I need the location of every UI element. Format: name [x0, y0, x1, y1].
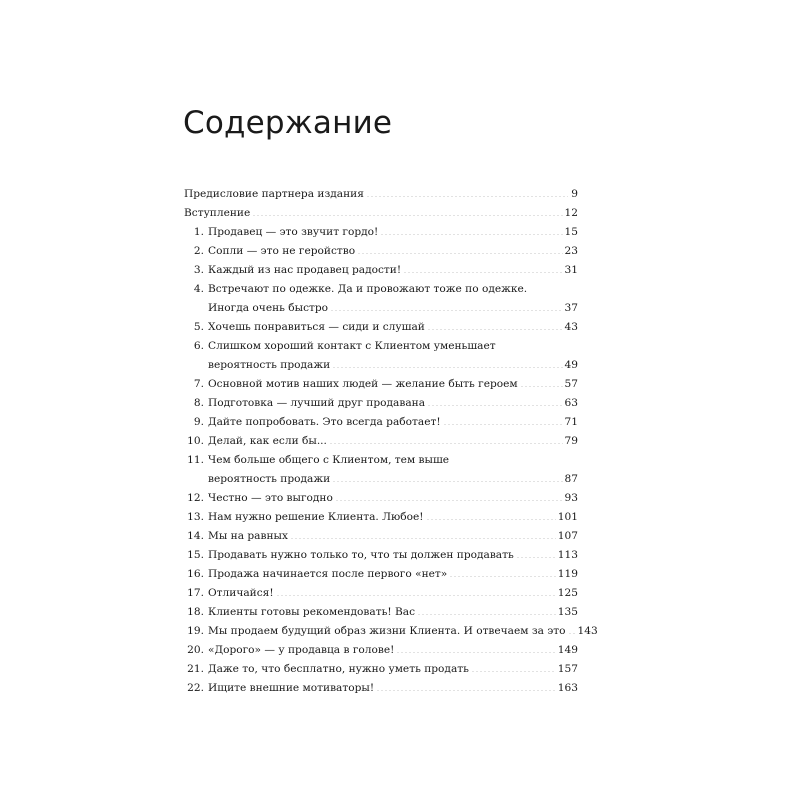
- page-number: 143: [577, 625, 598, 637]
- toc-entry-title: Основной мотив наших людей — желание быть героем: [208, 378, 518, 390]
- dot-leader: [568, 624, 576, 634]
- chapter-number: 12.: [187, 492, 204, 504]
- chapter-number: 21.: [187, 663, 204, 675]
- chapter-number: 17.: [187, 587, 204, 599]
- toc-entry-title: Чем больше общего с Клиентом, тем выше: [208, 454, 450, 466]
- page-number: 31: [564, 264, 578, 276]
- dot-leader: [471, 662, 556, 672]
- page-number: 157: [557, 663, 578, 675]
- toc-entry-title: Делай, как если бы...: [208, 435, 327, 447]
- toc-entry: [184, 261, 578, 280]
- page-number: 57: [564, 378, 578, 390]
- toc-entry: [184, 280, 578, 318]
- toc-entry-title: Мы продаем будущий образ жизни Клиента. И отвечаем за это: [208, 625, 566, 637]
- dot-leader: [335, 491, 563, 501]
- dot-leader: [290, 529, 556, 539]
- toc-entry-title: Хочешь понравиться — сиди и слушай: [208, 321, 425, 333]
- toc-entry-title: Отличайся!: [208, 587, 274, 599]
- toc-entry-title: вероятность продажи: [208, 359, 331, 371]
- toc-entry: [184, 679, 578, 698]
- toc-entry-title: вероятность продажи: [208, 473, 331, 485]
- dot-leader: [276, 586, 556, 596]
- chapter-number: 13.: [187, 511, 204, 523]
- chapter-number: 20.: [187, 644, 204, 656]
- chapter-number: 18.: [187, 606, 204, 618]
- page-number: 37: [564, 302, 578, 314]
- page-number: 135: [557, 606, 578, 618]
- toc-entry: [184, 565, 578, 584]
- dot-leader: [332, 358, 562, 368]
- toc-entry: [184, 185, 578, 204]
- chapter-number: 3.: [193, 264, 204, 276]
- dot-leader: [252, 206, 562, 216]
- dot-leader: [380, 225, 562, 235]
- toc-entry-title: Продавать нужно только то, что ты должен продавать: [208, 549, 514, 561]
- toc-entry: [184, 204, 578, 223]
- chapter-number: 2.: [193, 245, 204, 257]
- dot-leader: [443, 415, 563, 425]
- page-number: 63: [564, 397, 578, 409]
- toc-entry: [184, 660, 578, 679]
- chapter-number: 10.: [187, 435, 204, 447]
- page-title: Содержание: [183, 105, 393, 141]
- chapter-number: 22.: [187, 682, 204, 694]
- dot-leader: [376, 681, 556, 691]
- chapter-number: 9.: [193, 416, 204, 428]
- chapter-number: 6.: [193, 340, 204, 352]
- toc-entry-title: Подготовка — лучший друг продавана: [208, 397, 426, 409]
- chapter-number: 1.: [193, 226, 204, 238]
- chapter-number: 8.: [193, 397, 204, 409]
- dot-leader: [427, 320, 563, 330]
- toc-entry: [184, 603, 578, 622]
- toc-entry: [184, 508, 578, 527]
- toc-entry: [184, 527, 578, 546]
- page-number: 15: [564, 226, 578, 238]
- toc-entry-title: Продажа начинается после первого «нет»: [208, 568, 448, 580]
- page-number: 87: [564, 473, 578, 485]
- toc-entry-title: Иногда очень быстро: [208, 302, 329, 314]
- chapter-number: 7.: [193, 378, 204, 390]
- dot-leader: [516, 548, 556, 558]
- page-number: 101: [557, 511, 578, 523]
- page-number: 23: [564, 245, 578, 257]
- toc-entry-title: Мы на равных: [208, 530, 288, 542]
- toc-entry-title: Дайте попробовать. Это всегда работает!: [208, 416, 441, 428]
- page-number: 113: [557, 549, 578, 561]
- toc-entry-title: Каждый из нас продавец радости!: [208, 264, 402, 276]
- toc-entry: [184, 546, 578, 565]
- toc-entry: [184, 223, 578, 242]
- toc-entry: [184, 641, 578, 660]
- toc-entry-title: Вступление: [184, 207, 251, 219]
- page-number: 163: [557, 682, 578, 694]
- toc-entry: [184, 489, 578, 508]
- page-number: 93: [564, 492, 578, 504]
- page-number: 49: [564, 359, 578, 371]
- page-number: 9: [571, 188, 578, 200]
- page-number: 125: [557, 587, 578, 599]
- toc-entry: [184, 451, 578, 489]
- toc-entry: [184, 622, 598, 641]
- dot-leader: [426, 510, 556, 520]
- toc-entry-title: Продавец — это звучит гордо!: [208, 226, 379, 238]
- page-number: 79: [564, 435, 578, 447]
- dot-leader: [396, 643, 555, 653]
- toc-entry-title: Сопли — это не геройство: [208, 245, 356, 257]
- toc-entry-title: Клиенты готовы рекомендовать! Вас: [208, 606, 415, 618]
- toc-entry-title: «Дорого» — у продавца в голове!: [208, 644, 395, 656]
- page-number: 119: [557, 568, 578, 580]
- page-number: 107: [557, 530, 578, 542]
- chapter-number: 19.: [187, 625, 204, 637]
- chapter-number: 16.: [187, 568, 204, 580]
- dot-leader: [332, 472, 562, 482]
- page-number: 12: [564, 207, 578, 219]
- chapter-number: 11.: [187, 454, 204, 466]
- toc-entry: [184, 432, 578, 451]
- dot-leader: [417, 605, 556, 615]
- toc-entry: [184, 337, 578, 375]
- dot-leader: [330, 301, 562, 311]
- dot-leader: [520, 377, 563, 387]
- dot-leader: [357, 244, 562, 254]
- toc-entry: [184, 584, 578, 603]
- page-number: 149: [557, 644, 578, 656]
- page-number: 43: [564, 321, 578, 333]
- toc-entry-title: Встречают по одежке. Да и провожают тоже по одежке.: [208, 283, 528, 295]
- dot-leader: [427, 396, 563, 406]
- toc-entry-title: Нам нужно решение Клиента. Любое!: [208, 511, 424, 523]
- dot-leader: [403, 263, 562, 273]
- toc-entry-title: Слишком хороший контакт с Клиентом уменьшает: [208, 340, 496, 352]
- dot-leader: [329, 434, 563, 444]
- chapter-number: 5.: [193, 321, 204, 333]
- dot-leader: [366, 187, 568, 197]
- table-of-contents: [184, 185, 598, 698]
- toc-entry-title: Ищите внешние мотиваторы!: [208, 682, 375, 694]
- toc-entry: [184, 242, 578, 261]
- toc-entry: [184, 375, 578, 394]
- toc-entry-title: Даже то, что бесплатно, нужно уметь продать: [208, 663, 469, 675]
- chapter-number: 4.: [193, 283, 204, 295]
- toc-entry: [184, 413, 578, 432]
- dot-leader: [449, 567, 556, 577]
- toc-entry: [184, 394, 578, 413]
- page-number: 71: [564, 416, 578, 428]
- toc-entry: [184, 318, 578, 337]
- chapter-number: 15.: [187, 549, 204, 561]
- chapter-number: 14.: [187, 530, 204, 542]
- toc-entry-title: Предисловие партнера издания: [184, 188, 364, 200]
- toc-entry-title: Честно — это выгодно: [208, 492, 333, 504]
